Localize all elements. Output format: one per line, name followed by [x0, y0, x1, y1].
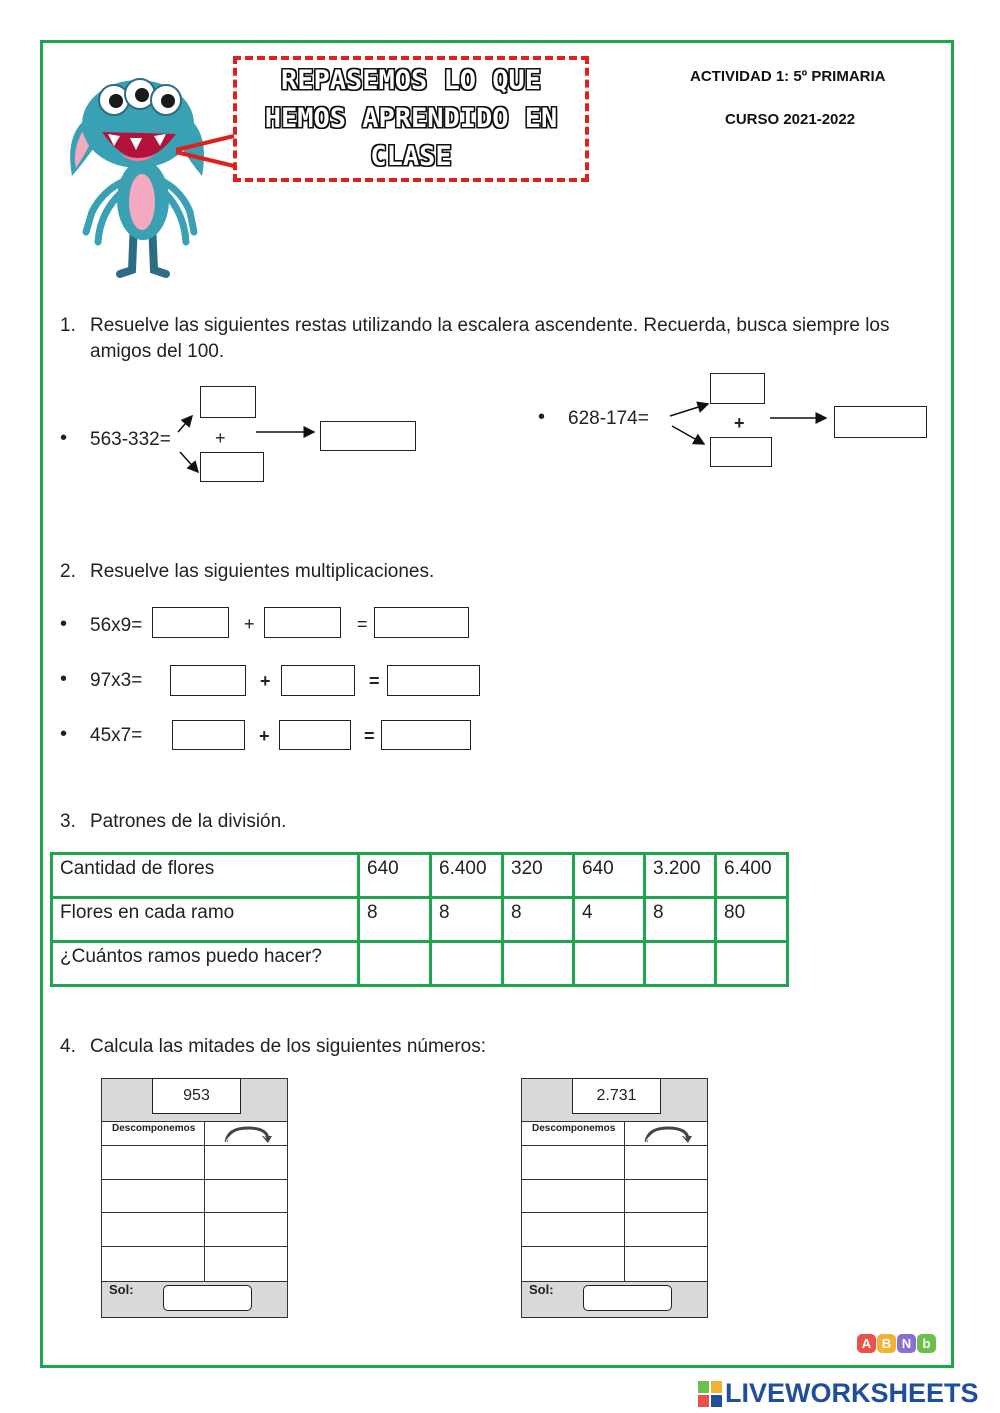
ex2-row1-box-b[interactable] — [264, 607, 341, 638]
course-label: CURSO 2021-2022 — [725, 111, 856, 128]
plus-sign: + — [734, 413, 745, 433]
curved-arrow-icon — [222, 1124, 276, 1144]
ex1-step1-result-box[interactable] — [320, 421, 416, 451]
ex1-text-line1: Resuelve las siguientes restas utilizando la escalera ascendente. Recuerda, busca siempre los — [90, 315, 890, 336]
table-cell: 8 — [503, 898, 574, 942]
answer-cell[interactable] — [359, 942, 431, 986]
half-card-1 — [101, 1078, 288, 1318]
ex1-expr-2: 628-174= — [568, 408, 649, 429]
ex1-expr-1: 563-332= — [90, 429, 171, 450]
title-line-3: CLASE — [370, 141, 452, 172]
plus-sign: + — [244, 614, 255, 634]
ex2-text: Resuelve las siguientes multiplicaciones. — [90, 561, 435, 582]
ex1-text-line2: amigos del 100. — [90, 341, 225, 362]
abnb-badge — [857, 1334, 936, 1353]
table-cell: 80 — [716, 898, 788, 942]
ex4-number: 4. — [60, 1036, 76, 1057]
answer-cell[interactable] — [716, 942, 788, 986]
ex2-row1-box-a[interactable] — [152, 607, 229, 638]
ex2-expr-2: 97x3= — [90, 670, 143, 691]
sol-label: Sol: — [109, 1282, 134, 1297]
ex2-row2-box-b[interactable] — [281, 665, 355, 696]
ex3-text: Patrones de la división. — [90, 811, 287, 832]
row-label: Flores en cada ramo — [52, 898, 359, 942]
decompose-cell[interactable] — [522, 1146, 624, 1180]
decompose-cell[interactable] — [522, 1180, 624, 1213]
ex3-number: 3. — [60, 811, 76, 832]
table-cell: 640 — [574, 854, 645, 898]
table-row — [52, 898, 788, 942]
answer-cell[interactable] — [431, 942, 503, 986]
solution-input[interactable] — [583, 1285, 672, 1311]
table-cell: 6.400 — [716, 854, 788, 898]
ex2-row3-result[interactable] — [381, 720, 471, 750]
ex2-row3-box-a[interactable] — [172, 720, 245, 750]
table-cell: 8 — [645, 898, 716, 942]
ex2-row1-result[interactable] — [374, 607, 469, 638]
brand-text: LIVEWORKSHEETS — [725, 1378, 979, 1408]
ex2-expr-1: 56x9= — [90, 615, 143, 636]
answer-cell[interactable] — [503, 942, 574, 986]
bullet: • — [60, 613, 68, 635]
bullet: • — [60, 668, 68, 690]
badge-letter: A — [857, 1334, 876, 1353]
badge-letter: B — [877, 1334, 896, 1353]
decompose-cell[interactable] — [102, 1213, 204, 1247]
decompose-cell[interactable] — [102, 1146, 204, 1180]
decompose-label: Descomponemos — [112, 1123, 196, 1134]
row-label: ¿Cuántos ramos puedo hacer? — [52, 942, 359, 986]
table-cell: 6.400 — [431, 854, 503, 898]
table-cell: 320 — [503, 854, 574, 898]
table-cell: 8 — [431, 898, 503, 942]
equals-sign: = — [369, 671, 380, 691]
ex2-expr-3: 45x7= — [90, 725, 143, 746]
bullet: • — [60, 427, 68, 449]
ex2-row2-box-a[interactable] — [170, 665, 246, 696]
ex1-step2-arrows — [666, 396, 836, 456]
bullet: • — [60, 723, 68, 745]
table-row — [52, 854, 788, 898]
number-box: 953 — [152, 1078, 241, 1114]
table-cell: 4 — [574, 898, 645, 942]
half-card-2 — [521, 1078, 708, 1318]
decompose-cell[interactable] — [102, 1180, 204, 1213]
activity-label: ACTIVIDAD 1: 5º PRIMARIA — [690, 68, 886, 85]
title-line-1: REPASEMOS LO QUE — [280, 65, 542, 96]
title-box — [233, 56, 589, 182]
equals-sign: = — [364, 726, 375, 746]
liveworksheets-icon — [698, 1381, 722, 1407]
plus-sign: + — [259, 726, 270, 746]
plus-sign: + — [260, 671, 271, 691]
ex4-text: Calcula las mitades de los siguientes números: — [90, 1036, 487, 1057]
ex1-number: 1. — [60, 315, 76, 336]
answer-cell[interactable] — [574, 942, 645, 986]
badge-letter: b — [917, 1334, 936, 1353]
table-cell: 8 — [359, 898, 431, 942]
title-line-2: HEMOS APRENDIDO EN — [264, 103, 558, 134]
answer-cell[interactable] — [645, 942, 716, 986]
badge-letter: N — [897, 1334, 916, 1353]
decompose-cell[interactable] — [102, 1247, 204, 1281]
table-row — [52, 942, 788, 986]
bullet: • — [538, 406, 546, 428]
decompose-cell[interactable] — [522, 1247, 624, 1281]
monster-illustration — [62, 72, 212, 282]
table-cell: 3.200 — [645, 854, 716, 898]
ex2-row3-box-b[interactable] — [279, 720, 351, 750]
ex2-number: 2. — [60, 561, 76, 582]
number-box: 2.731 — [572, 1078, 661, 1114]
division-table — [50, 852, 789, 987]
sol-label: Sol: — [529, 1282, 554, 1297]
ex1-step1-arrows — [172, 410, 322, 480]
solution-input[interactable] — [163, 1285, 252, 1311]
decompose-cell[interactable] — [522, 1213, 624, 1247]
ex1-step2-result-box[interactable] — [834, 406, 927, 438]
curved-arrow-icon — [642, 1124, 696, 1144]
ex2-row2-result[interactable] — [387, 665, 480, 696]
plus-sign: + — [215, 428, 226, 448]
equals-sign: = — [357, 614, 368, 634]
brand-logo — [698, 1378, 979, 1409]
row-label: Cantidad de flores — [52, 854, 359, 898]
decompose-label: Descomponemos — [532, 1123, 616, 1134]
speech-pointer — [170, 132, 240, 172]
table-cell: 640 — [359, 854, 431, 898]
